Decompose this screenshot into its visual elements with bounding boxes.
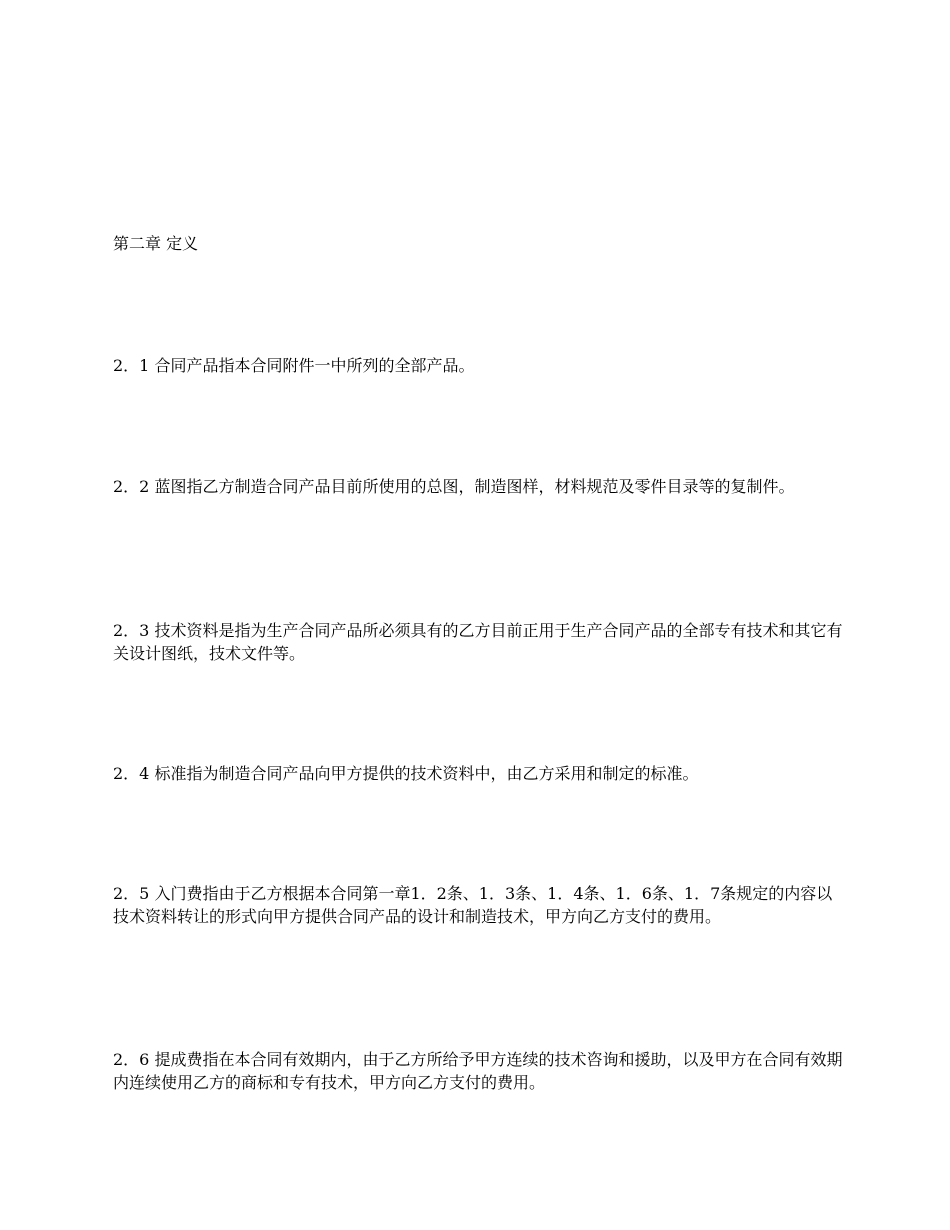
clause-2-3: 2．3 技术资料是指为生产合同产品所必须具有的乙方目前正用于生产合同产品的全部专有技术和其它有关设计图纸，技术文件等。: [113, 621, 843, 663]
clause-2-1: 2．1 合同产品指本合同附件一中所列的全部产品。: [113, 356, 475, 375]
clause-2-2: 2．2 蓝图指乙方制造合同产品目前所使用的总图，制造图样，材料规范及零件目录等的复制件。: [113, 477, 795, 496]
clause-2-5: 2．5 入门费指由于乙方根据本合同第一章1．2条、1．3条、1．4条、1．6条、1．7条规定的内容以技术资料转让的形式向甲方提供合同产品的设计和制造技术，甲方向乙方支付的费用。: [113, 884, 833, 926]
clause-2-6: 2．6 提成费指在本合同有效期内，由于乙方所给予甲方连续的技术咨询和援助，以及甲方在合同有效期内连续使用乙方的商标和专有技术，甲方向乙方支付的费用。: [113, 1050, 843, 1092]
clause-2-4: 2．4 标准指为制造合同产品向甲方提供的技术资料中，由乙方采用和制定的标准。: [113, 764, 699, 783]
chapter-title: 第二章 定义: [113, 234, 199, 253]
